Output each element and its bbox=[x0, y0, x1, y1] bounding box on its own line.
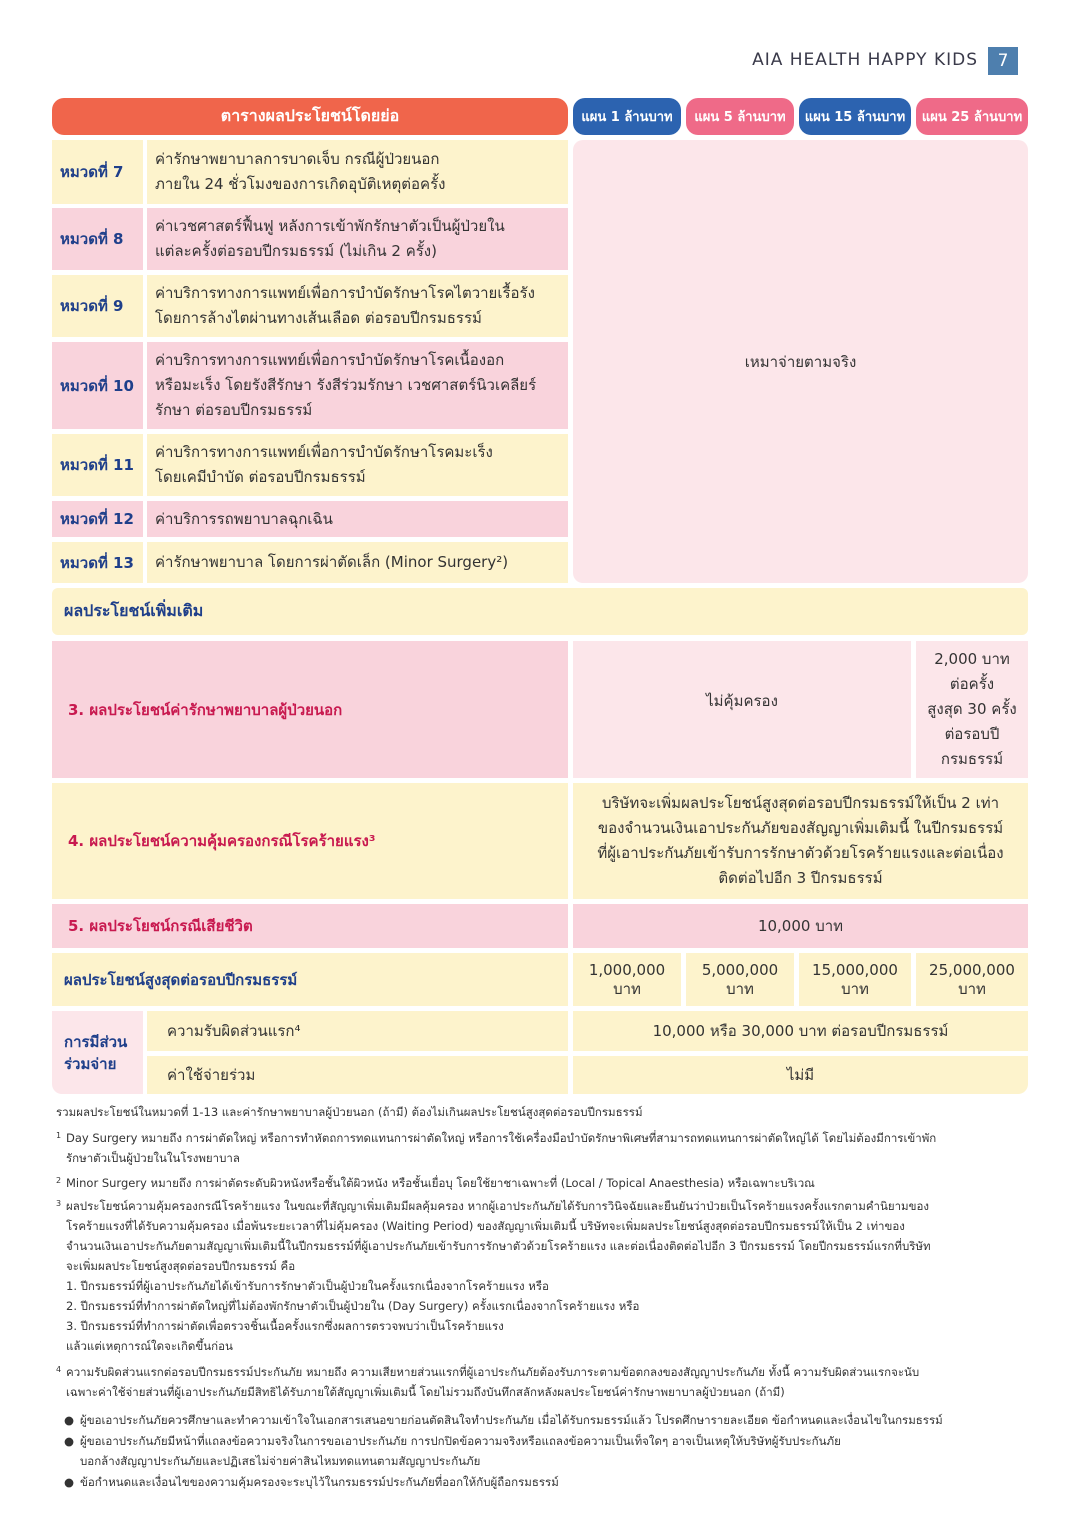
category-12-label: หมวดที่ 12 bbox=[52, 501, 143, 537]
footnote-1: 1 Day Surgery หมายถึง การผ่าตัดใหญ่ หรือการทำหัตถการทดแทนการผ่าตัดใหญ่ หรือการใช้เครื่องมือบำบัดรักษาพิเศษที่สามารถทดแทนการผ่าตัดใหญ่ได้ โดยไม่ต้องมีการเข้าพัก รักษาตัวเป็นผู้ป่วยในในโรงพยาบาล bbox=[56, 1131, 937, 1165]
footnote-4: 4 ความรับผิดส่วนแรกต่อรอบปีกรมธรรม์ประกันภัย หมายถึง ความเสียหายส่วนแรกที่ผู้เอาประกันภัยต้องรับภาระตามข้อตกลงของสัญญาประกันภัย ทั้งนี้ ความรับผิดส่วนแรกจะนับ เฉพาะค่าใช้จ่ายส่วนที่ผู้เอาประกันภัยมีสิทธิได้รับภายใต้สัญญาเพิ่มเติมนี้ โดยไม่รวมถึงบันทึกสลักหลังผลประโยชน์ค่ารักษาพยาบาลผู้ป่วยนอก (ถ้ามี) bbox=[56, 1365, 920, 1399]
copay-value: ไม่มี bbox=[573, 1056, 1028, 1094]
bullet-note-1: ● ผู้ขอเอาประกันภัยควรศึกษาและทำความเข้าใจในเอกสารเสนอขายก่อนตัดสินใจทำประกันภัย เมื่อได้รับกรมธรรม์แล้ว โปรดศึกษารายละเอียด ข้อกำหนดและเงื่อนไขในกรมธรรม์ bbox=[64, 1410, 1029, 1430]
additional-benefits-heading: ผลประโยชน์เพิ่มเติม bbox=[52, 588, 1028, 635]
plan-5m-header: แผน 5 ล้านบาท bbox=[686, 98, 794, 135]
category-11-description: ค่าบริการทางการแพทย์เพื่อการบำบัดรักษาโรคมะเร็ง โดยเคมีบำบัด ต่อรอบปีกรมธรรม์ bbox=[147, 434, 568, 496]
actual-cost-cell: เหมาจ่ายตามจริง bbox=[573, 140, 1028, 583]
bullet-icon: ● bbox=[64, 1475, 75, 1489]
category-9-label: หมวดที่ 9 bbox=[52, 275, 143, 337]
category-13-description: ค่ารักษาพยาบาล โดยการผ่าตัดเล็ก (Minor Surgery²) bbox=[147, 542, 568, 583]
benefit-4-description: บริษัทจะเพิ่มผลประโยชน์สูงสุดต่อรอบปีกรมธรรม์ให้เป็น 2 เท่า ของจำนวนเงินเอาประกันภัยของสัญญาเพิ่มเติมนี้ ในปีกรมธรรม์ ที่ผู้เอาประกันภัยเข้ารับการรักษาตัวด้วยโรคร้ายแรงและต่อเนื่อง ติดต่อไปอีก 3 ปีกรมธรรม์ bbox=[573, 783, 1028, 899]
category-8-label: หมวดที่ 8 bbox=[52, 208, 143, 270]
bullet-note-2: ● ผู้ขอเอาประกันภัยมีหน้าที่แถลงข้อความจริงในการขอเอาประกันภัย การปกปิดข้อความจริงหรือแถลงข้อความเป็นเท็จใดๆ อาจเป็นเหตุให้บริษัทผู้รับประกันภัย บอกล้างสัญญาประกันภัยและปฏิเสธไม่จ่ายค่าสินไหมทดแทนตามสัญญาประกันภัย bbox=[64, 1431, 1029, 1471]
benefit-3-plan25-value: 2,000 บาท ต่อครั้ง สูงสุด 30 ครั้ง ต่อรอบปี กรมธรรม์ bbox=[916, 641, 1028, 778]
benefit-5-value: 10,000 บาท bbox=[573, 904, 1028, 948]
benefit-3-label: 3. ผลประโยชน์ค่ารักษาพยาบาลผู้ป่วยนอก bbox=[52, 641, 568, 778]
document-title: AIA HEALTH HAPPY KIDS bbox=[752, 50, 978, 70]
category-10-label: หมวดที่ 10 bbox=[52, 342, 143, 429]
category-12-description: ค่าบริการรถพยาบาลฉุกเฉิน bbox=[147, 501, 568, 537]
plan-25m-header: แผน 25 ล้านบาท bbox=[916, 98, 1028, 135]
category-10-description: ค่าบริการทางการแพทย์เพื่อการบำบัดรักษาโรคเนื้องอก หรือมะเร็ง โดยรังสีรักษา รังสีร่วมรักษา เวชศาสตร์นิวเคลียร์ รักษา ต่อรอบปีกรมธรรม์ bbox=[147, 342, 568, 429]
page-number: 7 bbox=[988, 47, 1018, 75]
max-benefit-label: ผลประโยชน์สูงสุดต่อรอบปีกรมธรรม์ bbox=[52, 953, 568, 1006]
category-7-description: ค่ารักษาพยาบาลการบาดเจ็บ กรณีผู้ป่วยนอก ภายใน 24 ชั่วโมงของการเกิดอุบัติเหตุต่อครั้ง bbox=[147, 140, 568, 204]
cost-sharing-label: การมีส่วน ร่วมจ่าย bbox=[52, 1011, 143, 1094]
plan-1m-header: แผน 1 ล้านบาท bbox=[573, 98, 681, 135]
max-benefit-plan-25m: 25,000,000 บาท bbox=[916, 953, 1028, 1006]
copay-label: ค่าใช้จ่ายร่วม bbox=[147, 1056, 568, 1094]
deductible-label: ความรับผิดส่วนแรก⁴ bbox=[147, 1011, 568, 1051]
category-9-description: ค่าบริการทางการแพทย์เพื่อการบำบัดรักษาโรคไตวายเรื้อรัง โดยการล้างไตผ่านทางเส้นเลือด ต่อรอบปีกรมธรรม์ bbox=[147, 275, 568, 337]
max-benefit-plan-15m: 15,000,000 บาท bbox=[799, 953, 911, 1006]
summary-note: รวมผลประโยชน์ในหมวดที่ 1-13 และค่ารักษาพยาบาลผู้ป่วยนอก (ถ้ามี) ต้องไม่เกินผลประโยชน์สูงสุดต่อรอบปีกรมธรรม์ bbox=[56, 1105, 643, 1119]
plan-15m-header: แผน 15 ล้านบาท bbox=[799, 98, 911, 135]
max-benefit-plan-1m: 1,000,000 บาท bbox=[573, 953, 681, 1006]
bullet-note-3: ● ข้อกำหนดและเงื่อนไขของความคุ้มครองจะระบุไว้ในกรมธรรม์ประกันภัยที่ออกให้กับผู้ถือกรมธรรม์ bbox=[64, 1472, 1029, 1492]
deductible-value: 10,000 หรือ 30,000 บาท ต่อรอบปีกรมธรรม์ bbox=[573, 1011, 1028, 1051]
category-11-label: หมวดที่ 11 bbox=[52, 434, 143, 496]
benefit-3-not-covered: ไม่คุ้มครอง bbox=[573, 641, 911, 778]
category-7-label: หมวดที่ 7 bbox=[52, 140, 143, 204]
bullet-icon: ● bbox=[64, 1413, 75, 1427]
footnote-3: 3 ผลประโยชน์ความคุ้มครองกรณีโรคร้ายแรง ในขณะที่สัญญาเพิ่มเติมมีผลคุ้มครอง หากผู้เอาประกันภัยได้รับการวินิจฉัยและยืนยันว่าป่วยเป็นโรคร้ายแรงครั้งแรกตามคำนิยามของ โรคร้ายแรงที่ได้รับความคุ้มครอง เมื่อพ้นระยะเวลาที่ไม่คุ้มครอง (Waiting Period) ของสัญญาเพิ่มเติมนี้ บริษัทจะเพิ่มผลประโยชน์สูงสุดต่อรอบปีกรมธรรม์ให้เป็น 2 เท่าของ จำนวนเงินเอาประกันภัยตามสัญญาเพิ่มเติมนี้ในปีกรมธรรม์ที่ผู้เอาประกันภัยเข้ารับการรักษาตัวด้วยโรคร้ายแรง และต่อเนื่องติดต่อไปอีก 3 ปีกรมธรรม์ โดยปีกรมธรรม์แรกที่บริษัท จะเพิ่มผลประโยชน์สูงสุดต่อรอบปีกรมธรรม์ คือ 1. ปีกรมธรรม์ที่ผู้เอาประกันภัยได้เข้ารับการรักษาตัวเป็นผู้ป่วยในครั้งแรกเนื่องจากโรคร้ายแรง หรือ 2. ปีกรมธรรม์ที่ทำการผ่าตัดใหญ่ที่ไม่ต้องพักรักษาตัวเป็นผู้ป่วยใน (Day Surgery) ครั้งแรกเนื่องจากโรคร้ายแรง หรือ 3. ปีกรมธรรม์ที่ทำการผ่าตัดเพื่อตรวจชิ้นเนื้อครั้งแรกซึ่งผลการตรวจพบว่าเป็นโรคร้ายแรง แล้วแต่เหตุการณ์ใดจะเกิดขึ้นก่อน bbox=[56, 1199, 931, 1353]
benefit-4-label: 4. ผลประโยชน์ความคุ้มครองกรณีโรคร้ายแรง³ bbox=[52, 783, 568, 899]
footnote-2: 2 Minor Surgery หมายถึง การผ่าตัดระดับผิวหนังหรือชั้นใต้ผิวหนัง หรือชั้นเยื่อบุ โดยใช้ยาชาเฉพาะที่ (Local / Topical Anaesthesia) หรือเฉพาะบริเวณ bbox=[56, 1176, 815, 1190]
benefit-5-label: 5. ผลประโยชน์กรณีเสียชีวิต bbox=[52, 904, 568, 948]
category-13-label: หมวดที่ 13 bbox=[52, 542, 143, 583]
category-8-description: ค่าเวชศาสตร์ฟื้นฟู หลังการเข้าพักรักษาตัวเป็นผู้ป่วยใน แต่ละครั้งต่อรอบปีกรมธรรม์ (ไม่เกิน 2 ครั้ง) bbox=[147, 208, 568, 270]
bullet-icon: ● bbox=[64, 1434, 75, 1448]
summary-table-title: ตารางผลประโยชน์โดยย่อ bbox=[52, 98, 568, 135]
max-benefit-plan-5m: 5,000,000 บาท bbox=[686, 953, 794, 1006]
